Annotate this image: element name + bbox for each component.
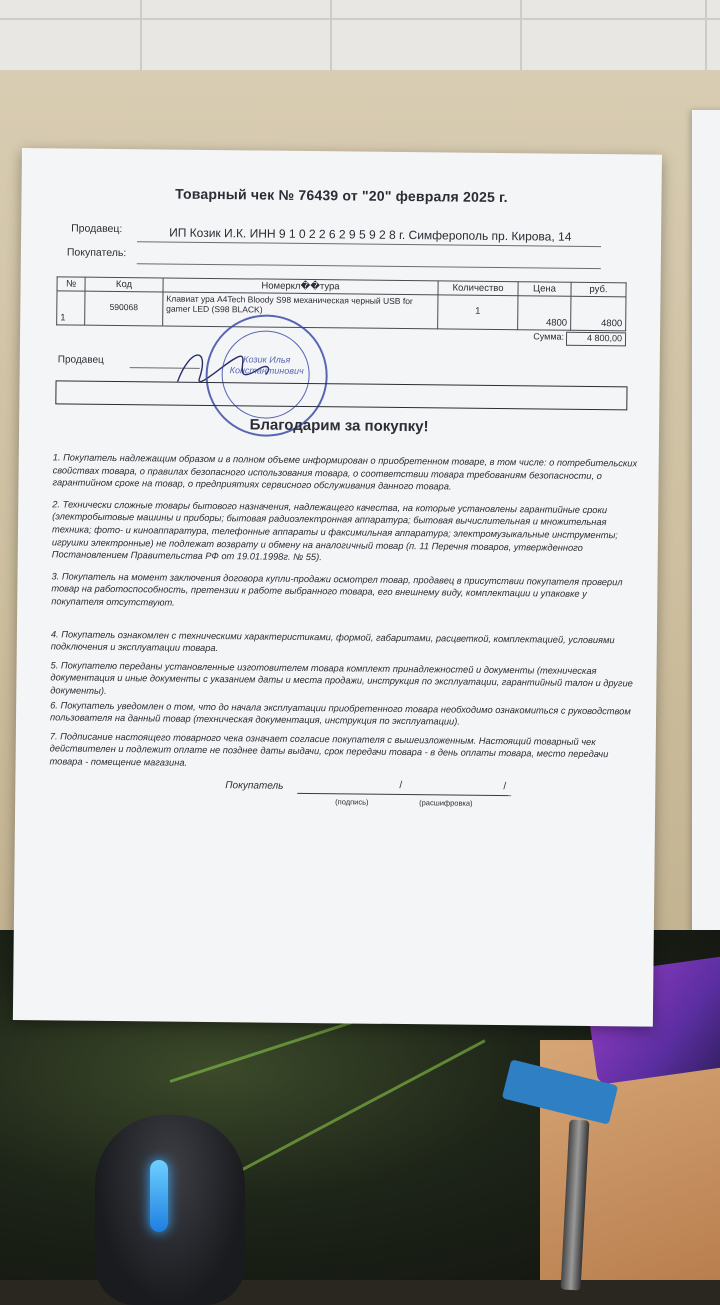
cell-quantity: 1 (438, 295, 518, 330)
items-table (56, 276, 626, 331)
term-5: 5. Покупателю переданы установленные изготовителем товара комплект принадлежностей и документы (техническая документация и иные документы с указанием даты и места продажи, инструкция по эксплуатации, гарантийный талон и другие документы). (50, 660, 633, 696)
slash-divider: / (503, 781, 507, 793)
seller-value: ИП Козик И.К. ИНН 9 1 0 2 2 6 2 9 5 9 2 8 г. Симферополь пр. Кирова, 14 (169, 225, 572, 244)
col-header-price: Цена (518, 282, 571, 297)
buyer-sign-label: Покупатель (225, 780, 284, 792)
thanks-heading: Благодарим за покупку! (249, 416, 429, 436)
buyer-label: Покупатель: (66, 246, 127, 260)
signature-box (55, 380, 627, 410)
second-sheet-edge (692, 110, 720, 970)
signature-caption: (подпись) (335, 797, 369, 807)
term-2: 2. Технически сложные товары бытового назначения, надлежащего качества, на которые установлены гарантийные сроки (электробытовые машины и приборы; бытовая радиоэлектронная аппаратура; бытовая вычислительная и множительная техника; фото- и киноаппаратура, телефонные аппараты и факсимильная аппаратура; электромузыкальные инструменты; игрушки электронные) не подлежат возврату и обмену на аналогичный товар (п. 11 Перечня товаров, утвержденного Постановлением Правительства РФ от 19.01.1998г. № 55). (51, 499, 618, 563)
stamp-text: Козик Илья Константинович (229, 354, 304, 376)
total-label: Сумма: (533, 331, 565, 342)
col-header-sum: руб. (571, 282, 626, 297)
table-row (57, 291, 626, 331)
term-3: 3. Покупатель на момент заключения договора купли-продажи осмотрел товар, продавец в присутствии покупателя проверил товар на работоспособность, претензии к работе выбранного товара, его внешнему виду, комплектации и упаковке у покупателя отсутствуют. (51, 571, 623, 608)
seller-label: Продавец: (71, 222, 123, 236)
col-header-number: № (57, 277, 85, 291)
buyer-underline (137, 263, 601, 269)
terms-section (50, 451, 638, 774)
term-7: 7. Подписание настоящего товарного чека означает согласие покупателя с вышеизложенным. Настоящий товарный чек действителен и подлежит оплате не позднее даты выдачи, срок передачи товара - в день оплаты товара, место передачи товара - помещение магазина. (49, 731, 609, 768)
term-4: 4. Покупатель ознакомлен с техническими характеристиками, формой, габаритами, расцветкой, комплектацией, условиями подключения и эксплуатации товара. (50, 628, 615, 654)
gaming-mouse (95, 1115, 245, 1305)
sales-receipt (13, 148, 662, 1027)
slash-divider: / (399, 779, 403, 792)
buyer-sign-line (297, 793, 511, 796)
cell-nomenclature: Клавиат ура A4Tech Bloody S98 механическая черный USB for gamer LED (S98 BLACK) (163, 292, 438, 329)
cell-number: 1 (57, 291, 85, 325)
col-header-code: Код (85, 277, 163, 292)
term-6: 6. Покупатель уведомлен о том, что до начала эксплуатации приобретенного товара необходимо ознакомиться с руководством пользователя на данный товар (техническая документация, инструкция по эксплуатации). (49, 699, 631, 727)
col-header-quantity: Количество (438, 281, 518, 296)
cell-price: 4800 (518, 296, 571, 331)
total-value: 4 800,00 (566, 332, 626, 347)
seller-sign-label: Продавец (57, 354, 104, 366)
term-1: 1. Покупатель надлежащим образом и в полном объеме информирован о приобретенном товаре, в том числе: о потребительских свойствах товара, о правилах безопасного использования товара, о соответствии товара требованиям безопасности, о гарантийном сроке на товар, о предприятиях сервисного обслуживания данного товара. (52, 452, 638, 492)
tile-grout (0, 18, 720, 20)
decode-caption: (расшифровка) (419, 798, 473, 808)
cell-sum: 4800 (571, 296, 626, 331)
mouse-led (150, 1160, 168, 1232)
col-header-nomenclature: Номеркл��тура (163, 278, 438, 295)
cell-code: 590068 (85, 291, 163, 326)
receipt-title: Товарный чек № 76439 от "20" февраля 2025 г. (175, 185, 508, 206)
